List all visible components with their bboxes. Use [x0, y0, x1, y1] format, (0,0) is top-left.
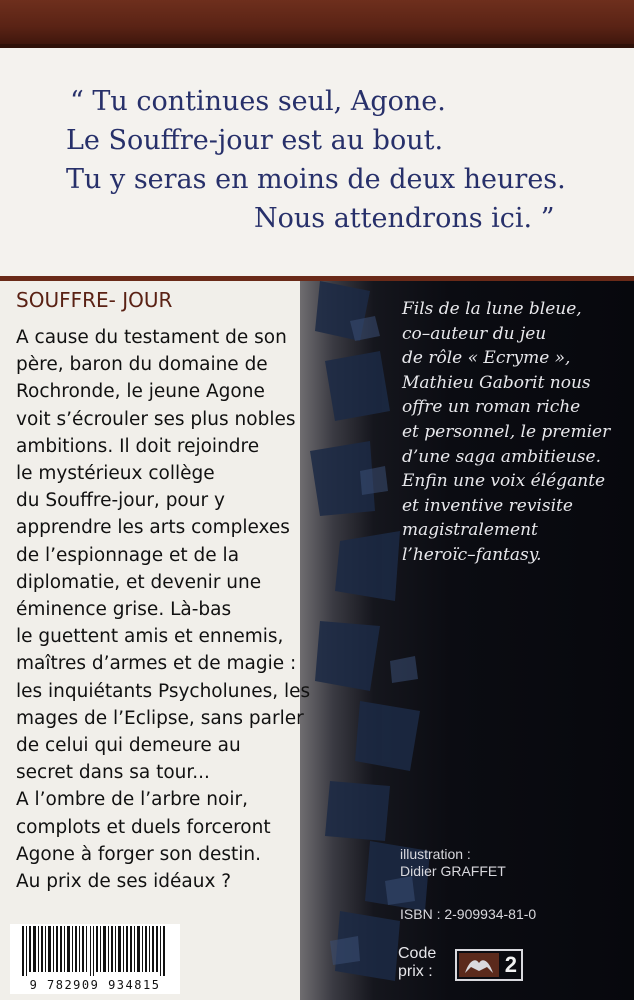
isbn: ISBN : 2-909934-81-0 — [400, 906, 537, 922]
synopsis-heading: SOUFFRE- JOUR — [16, 288, 173, 312]
quote-line: Nous attendrons ici. ” — [254, 203, 555, 234]
price-code-label-line1: Code — [398, 945, 437, 962]
epigraph-quote — [62, 82, 622, 238]
quote-line: “ Tu continues seul, Agone. — [70, 86, 446, 117]
illustration-credit-name: Didier GRAFFET — [400, 863, 506, 879]
blurb-line: de rôle « Ecryme », — [402, 348, 571, 369]
quote-line: Le Souffre-jour est au bout. — [66, 125, 444, 156]
synopsis-line: Au prix de ses idéaux ? — [16, 871, 232, 893]
top-band — [0, 0, 634, 48]
synopsis-line: Agone à forger son destin. — [16, 843, 261, 865]
synopsis-line: secret dans sa tour... — [16, 762, 210, 784]
synopsis-text — [16, 324, 316, 895]
barcode-bars — [10, 924, 180, 976]
synopsis-line: le mystérieux collège — [16, 463, 215, 485]
synopsis-line: Rochronde, le jeune Agone — [16, 381, 265, 403]
blurb-line: Fils de la lune bleue, — [402, 299, 582, 319]
price-code-label-line2: prix : — [398, 963, 433, 980]
price-code-badge — [455, 949, 523, 981]
price-code-label — [398, 945, 436, 981]
blurb-line: co–auteur du jeu — [402, 323, 547, 344]
wings-icon — [459, 953, 499, 977]
synopsis-line: A cause du testament de son — [16, 327, 287, 348]
synopsis-line: complots et duels forceront — [16, 816, 271, 838]
synopsis-line: de celui qui demeure au — [16, 735, 241, 757]
synopsis-line: A l’ombre de l’arbre noir, — [16, 789, 248, 811]
synopsis-line: père, baron du domaine de — [16, 354, 268, 376]
synopsis-line: éminence grise. Là-bas — [16, 599, 232, 621]
synopsis-line: de l’espionnage et de la — [16, 544, 240, 566]
blurb-line: offre un roman riche — [402, 397, 581, 418]
blurb-line: l’heroïc–fantasy. — [402, 544, 542, 565]
illustration-credit-label: illustration : — [400, 846, 471, 862]
synopsis-line: maîtres d’armes et de magie : — [16, 653, 297, 675]
publisher-logo-icon — [459, 953, 499, 977]
quote-line: Tu y seras en moins de deux heures. — [66, 164, 566, 195]
synopsis-line: du Souffre-jour, pour y — [16, 490, 225, 512]
blurb-line: et inventive revisite — [402, 495, 573, 516]
blurb-line: Enfin une voix élégante — [402, 471, 606, 492]
blurb-line: d’une saga ambitieuse. — [402, 446, 601, 467]
synopsis-line: diplomatie, et devenir une — [16, 571, 262, 593]
synopsis-line: les inquiétants Psycholunes, les — [16, 680, 311, 702]
barcode-number: 9 782909 934815 — [29, 978, 161, 992]
synopsis-line: le guettent amis et ennemis, — [16, 626, 284, 648]
blurb-line: Mathieu Gaborit nous — [402, 372, 591, 393]
blurb-line: magistralement — [402, 520, 538, 541]
blurb-line: et personnel, le premier — [402, 421, 611, 442]
author-blurb — [402, 297, 634, 568]
barcode — [10, 924, 180, 994]
synopsis-line: mages de l’Eclipse, sans parler — [16, 707, 304, 729]
price-code-number: 2 — [504, 952, 517, 977]
synopsis-line: ambitions. Il doit rejoindre — [16, 435, 260, 457]
synopsis-line: apprendre les arts complexes — [16, 517, 290, 539]
synopsis-line: voit s’écrouler ses plus nobles — [16, 408, 296, 430]
